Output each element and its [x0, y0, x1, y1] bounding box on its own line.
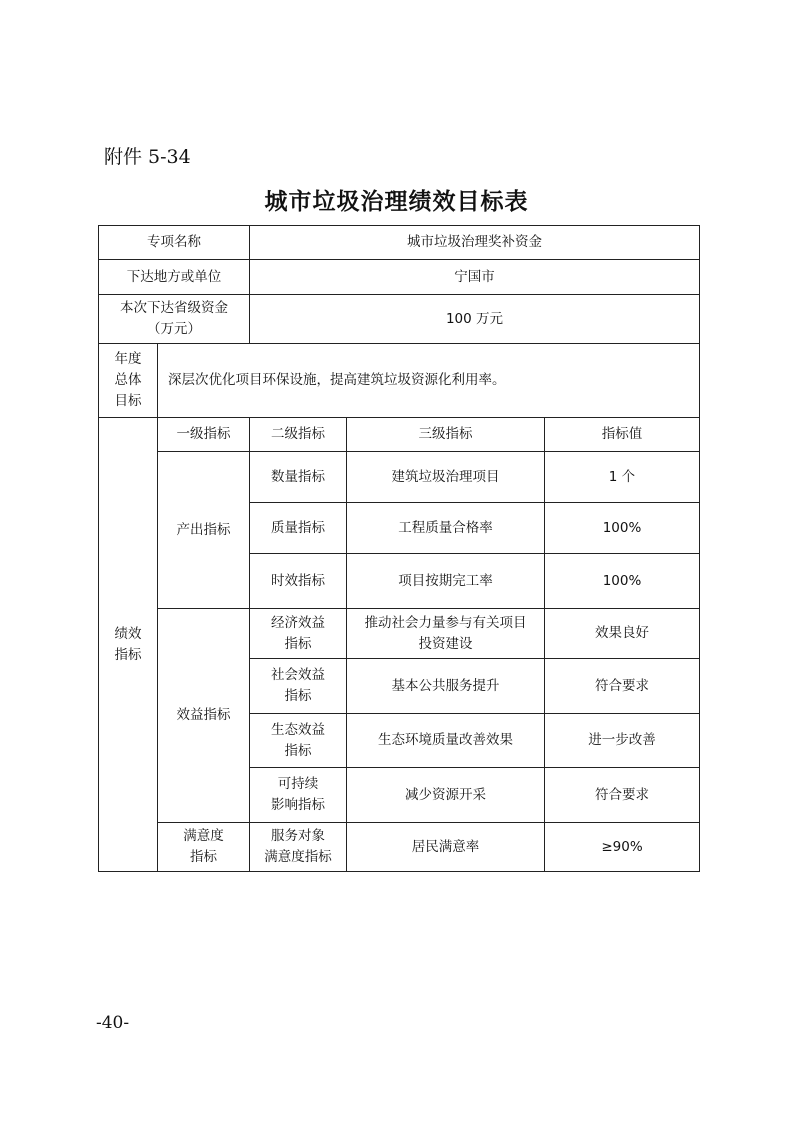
annual-goal-label-line: 总体: [114, 372, 142, 388]
header-value: 指标值: [545, 418, 700, 452]
fund-value: 100 万元: [250, 295, 700, 344]
satisfaction-indicator-label: [158, 823, 250, 872]
region-row: [99, 260, 700, 295]
level3-cell: 建筑垃圾治理项目: [347, 452, 545, 503]
indicator-header-row: [99, 418, 700, 452]
level2-cell: 质量指标: [250, 503, 347, 554]
value-cell: 符合要求: [545, 659, 700, 714]
value-cell: 1 个: [545, 452, 700, 503]
output-indicator-label: 产出指标: [158, 452, 250, 609]
level3-line: 推动社会力量参与有关项目: [364, 614, 527, 631]
level2-line: 生态效益: [271, 721, 325, 738]
level2-line: 经济效益: [271, 614, 325, 631]
level2-cell: [250, 823, 347, 872]
level2-line: 指标: [284, 688, 312, 704]
annual-goal-label-line: 年度: [114, 351, 142, 367]
performance-label-line: 绩效: [114, 625, 142, 642]
value-cell: 100%: [545, 503, 700, 554]
level3-cell: 工程质量合格率: [347, 503, 545, 554]
region-value: 宁国市: [250, 260, 700, 295]
level2-cell: [250, 609, 347, 659]
header-level2: 二级指标: [250, 418, 347, 452]
level3-line: 投资建设: [418, 635, 473, 652]
project-name-row: [99, 226, 700, 260]
level2-line: 服务对象: [271, 828, 325, 844]
value-cell: ≥90%: [545, 823, 700, 872]
value-cell: 进一步改善: [545, 714, 700, 768]
level2-line: 影响指标: [271, 797, 325, 813]
performance-indicator-label: [99, 418, 158, 872]
level3-cell: 项目按期完工率: [347, 554, 545, 609]
level3-cell: 基本公共服务提升: [347, 659, 545, 714]
level2-cell: [250, 659, 347, 714]
level3-cell: [347, 609, 545, 659]
level2-line: 满意度指标: [264, 849, 332, 865]
level3-cell: 居民满意率: [347, 823, 545, 872]
performance-goal-table: [98, 225, 700, 872]
performance-label-line: 指标: [114, 646, 142, 663]
level2-line: 指标: [284, 742, 312, 759]
fund-row: [99, 295, 700, 344]
value-cell: 效果良好: [545, 609, 700, 659]
region-label: 下达地方或单位: [99, 260, 250, 295]
benefit-indicator-label: 效益指标: [158, 609, 250, 823]
table-row: [99, 609, 700, 659]
annual-goal-row: [99, 344, 700, 418]
level2-line: 指标: [284, 635, 312, 652]
fund-label: [99, 295, 250, 344]
document-title: 城市垃圾治理绩效目标表: [264, 188, 529, 215]
project-name-label: 专项名称: [99, 226, 250, 260]
satisfaction-label-line: 指标: [190, 849, 217, 865]
level2-cell: 数量指标: [250, 452, 347, 503]
level2-cell: 时效指标: [250, 554, 347, 609]
table-row: [99, 823, 700, 872]
header-level1: 一级指标: [158, 418, 250, 452]
annual-goal-value: 深层次优化项目环保设施，提高建筑垃圾资源化利用率。: [158, 344, 700, 418]
level2-line: 社会效益: [271, 667, 325, 683]
level3-cell: 生态环境质量改善效果: [347, 714, 545, 768]
project-name-value: 城市垃圾治理奖补资金: [250, 226, 700, 260]
value-cell: 100%: [545, 554, 700, 609]
level3-cell: 减少资源开采: [347, 768, 545, 823]
level2-cell: [250, 714, 347, 768]
table-row: [99, 452, 700, 503]
annex-number: 附件 5-34: [104, 146, 191, 168]
annual-goal-label: [99, 344, 158, 418]
satisfaction-label-line: 满意度: [183, 828, 224, 844]
page-number: -40-: [96, 1013, 130, 1033]
level2-cell: [250, 768, 347, 823]
level2-line: 可持续: [277, 776, 319, 792]
annual-goal-label-line: 目标: [114, 393, 142, 409]
header-level3: 三级指标: [347, 418, 545, 452]
fund-label-line1: 本次下达省级资金: [120, 300, 228, 316]
value-cell: 符合要求: [545, 768, 700, 823]
fund-label-line2: （万元）: [147, 321, 201, 337]
